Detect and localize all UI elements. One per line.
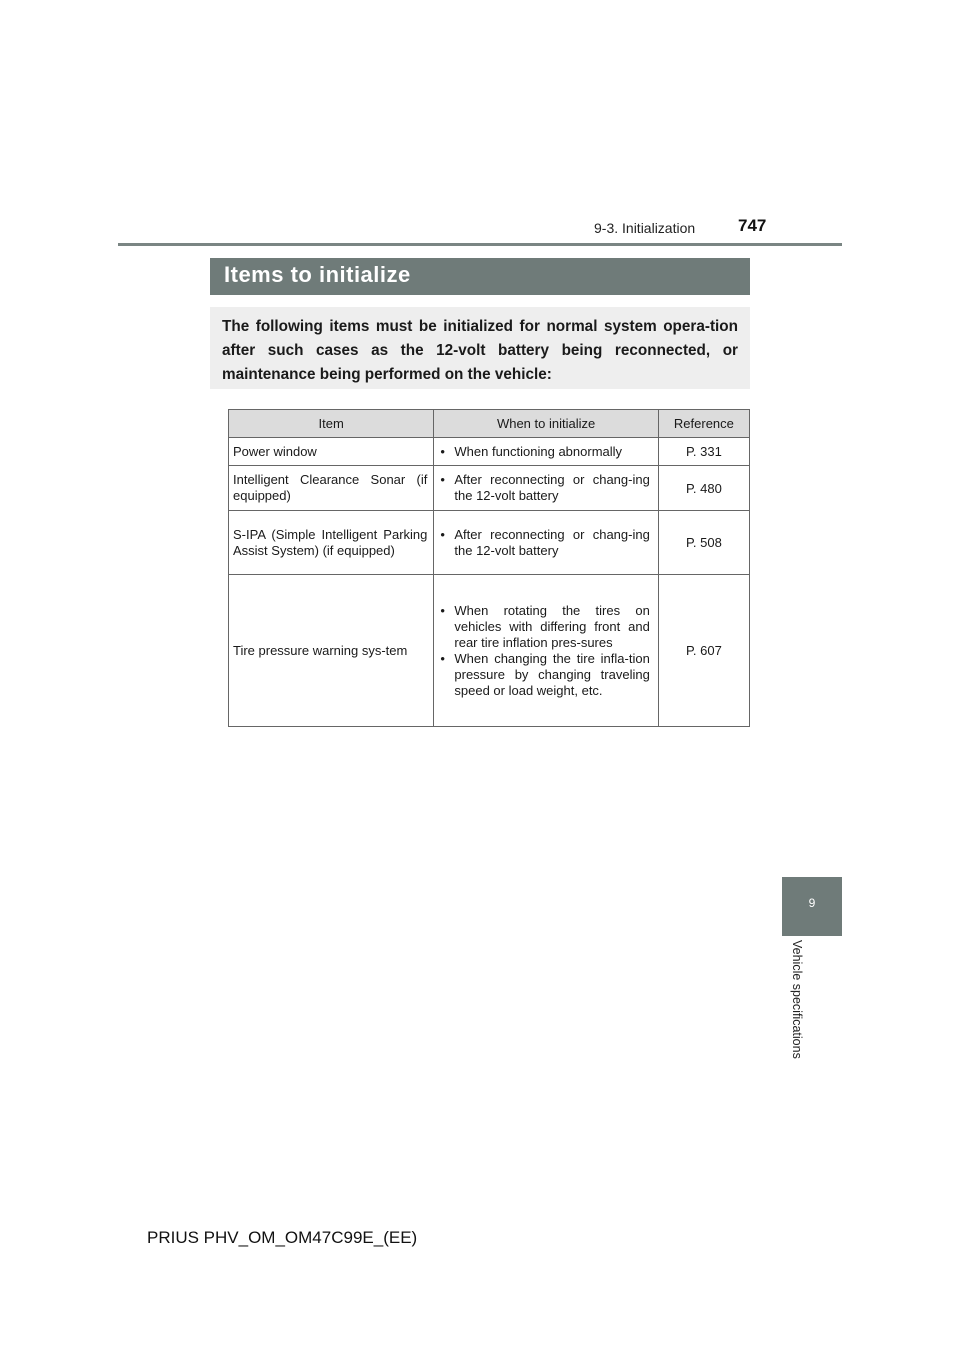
column-header-item: Item	[229, 410, 434, 438]
reference-cell: P. 331	[658, 438, 749, 466]
bullet-item	[440, 444, 649, 460]
table-row	[229, 511, 750, 575]
bullet-text: When rotating the tires on vehicles with differing front and rear tire inflation pres-sures	[454, 602, 650, 650]
item-cell: Power window	[229, 438, 434, 466]
page-title: Items to initialize	[224, 262, 411, 287]
table-row	[229, 438, 750, 466]
initialization-table	[228, 409, 750, 727]
chapter-number: 9	[808, 896, 816, 910]
chapter-label: Vehicle specifications	[790, 940, 804, 1059]
table-row	[229, 575, 750, 727]
when-cell	[434, 511, 658, 575]
header-divider	[118, 243, 842, 246]
bullet-icon: •	[440, 443, 445, 459]
intro-text: The following items must be initialized for normal system opera-tion after such cases as the 12-volt battery being reconnected, or maintenance being performed on the vehicle:	[222, 318, 738, 383]
when-cell	[434, 438, 658, 466]
bullet-item	[440, 527, 649, 559]
column-header-when: When to initialize	[434, 410, 658, 438]
bullet-text: When changing the tire infla-tion pressure by changing traveling speed or load weight, etc.	[454, 650, 650, 698]
reference-cell: P. 508	[658, 511, 749, 575]
bullet-icon: •	[440, 472, 445, 487]
bullet-item	[440, 651, 649, 699]
table-row	[229, 466, 750, 511]
bullet-item	[440, 603, 649, 651]
when-cell	[434, 575, 658, 727]
bullet-icon: •	[440, 602, 445, 618]
title-bar	[210, 258, 750, 295]
when-cell	[434, 466, 658, 511]
footer-document-code: PRIUS PHV_OM_OM47C99E_(EE)	[147, 1228, 418, 1247]
bullet-icon: •	[440, 650, 445, 666]
reference-cell: P. 480	[658, 466, 749, 511]
bullet-text: When functioning abnormally	[454, 443, 623, 459]
intro-box	[210, 307, 750, 389]
reference-cell: P. 607	[658, 575, 749, 727]
chapter-tab	[782, 877, 842, 936]
column-header-reference: Reference	[658, 410, 749, 438]
bullet-item	[440, 472, 649, 504]
bullet-text: After reconnecting or chang-ing the 12-volt battery	[454, 472, 650, 503]
page-number: 747	[738, 216, 767, 235]
bullet-text: After reconnecting or chang-ing the 12-volt battery	[454, 526, 650, 558]
section-heading: 9-3. Initialization	[594, 220, 696, 236]
item-cell: S-IPA (Simple Intelligent Parking Assist System) (if equipped)	[229, 511, 434, 575]
item-cell: Intelligent Clearance Sonar (if equipped)	[229, 466, 434, 511]
table-header-row	[229, 410, 750, 438]
item-cell: Tire pressure warning sys-tem	[229, 575, 434, 727]
bullet-icon: •	[440, 526, 445, 542]
